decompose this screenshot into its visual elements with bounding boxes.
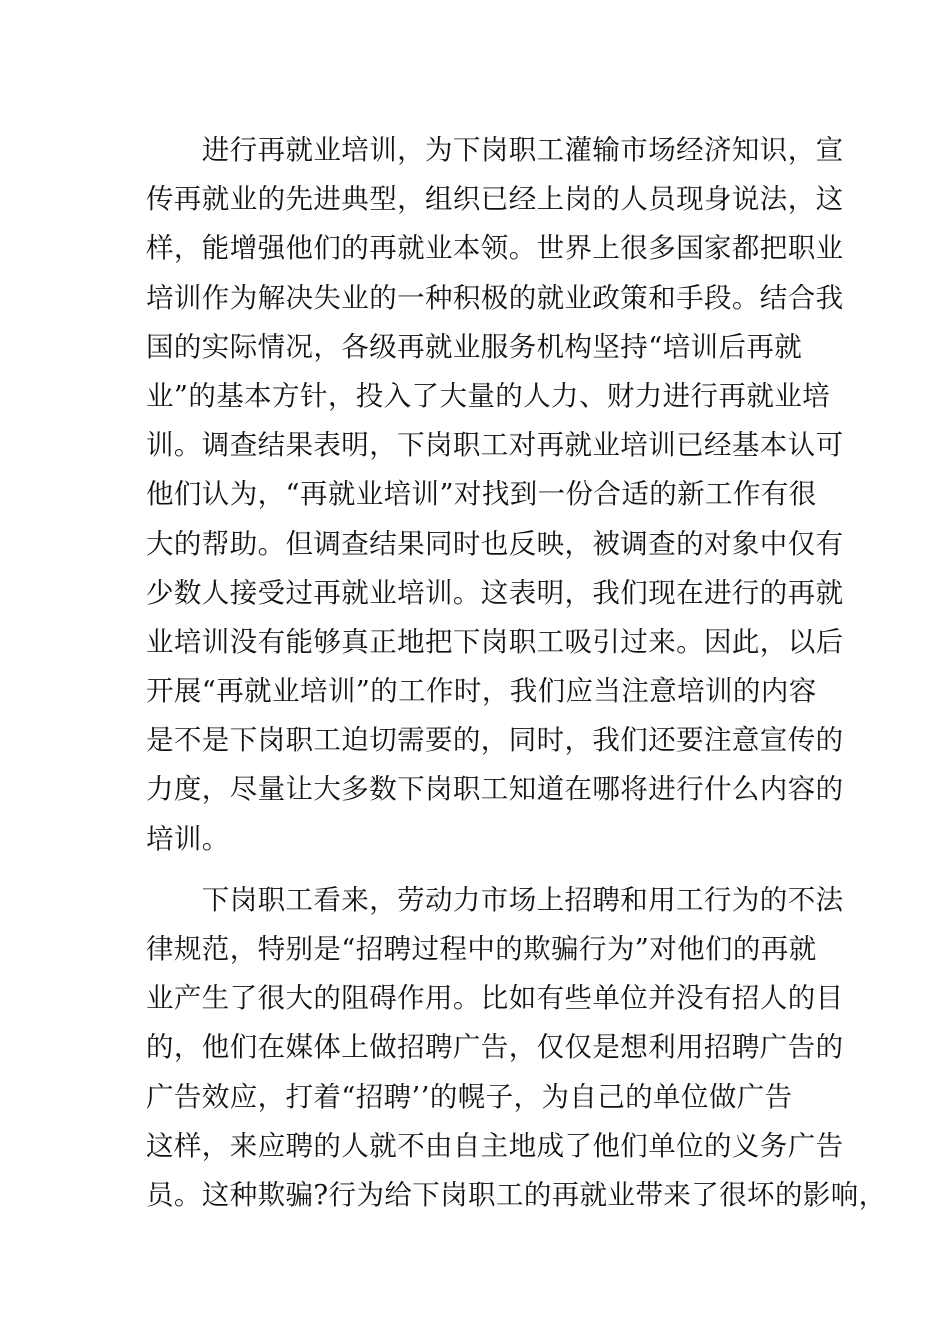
paragraph-spacing xyxy=(146,864,826,876)
text-line: 培训作为解决失业的一种积极的就业政策和手段。结合我 xyxy=(146,281,844,314)
text-line: 广告效应，打着“招聘’’的幌子，为自己的单位做广告 xyxy=(146,1080,793,1113)
text-line: 力度，尽量让大多数下岗职工知道在哪将进行什么内容的 xyxy=(146,773,844,806)
text-line: 开展“再就业培训”的工作时，我们应当注意培训的内容 xyxy=(146,675,817,708)
paragraph-1 xyxy=(146,126,844,864)
text-line: 进行再就业培训，为下岗职工灌输市场经济知识，宣 xyxy=(146,134,844,166)
text-line: 国的实际情况，各级再就业服务机构坚持“培训后再就 xyxy=(146,330,803,363)
text-line: 这样，来应聘的人就不由自主地成了他们单位的义务广告 xyxy=(146,1129,844,1162)
paragraph-2 xyxy=(146,876,887,1220)
text-line: 样，能增强他们的再就业本领。世界上很多国家都把职业 xyxy=(146,232,844,265)
text-line: 大的帮助。但调查结果同时也反映，被调查的对象中仅有 xyxy=(146,527,844,560)
text-line: 律规范，特别是“招聘过程中的欺骗行为”对他们的再就 xyxy=(146,933,817,965)
text-line: 传再就业的先进典型，组织已经上岗的人员现身说法，这 xyxy=(146,183,844,216)
body-text xyxy=(146,126,887,1220)
text-line: 业”的基本方针，投入了大量的人力、财力进行再就业培 xyxy=(146,379,831,412)
text-line: 是不是下岗职工迫切需要的，同时，我们还要注意宣传的 xyxy=(146,724,844,757)
text-line: 业产生了很大的阻碍作用。比如有些单位并没有招人的目 xyxy=(146,982,844,1015)
text-line: 员。这种欺骗?行为给下岗职工的再就业带来了很坏的影响， xyxy=(146,1178,887,1211)
text-line: 的，他们在媒体上做招聘广告，仅仅是想利用招聘广告的 xyxy=(146,1031,844,1064)
text-line: 培训。 xyxy=(146,822,230,855)
text-line: 他们认为，“再就业培训”对找到一份合适的新工作有很 xyxy=(146,478,817,511)
text-line: 业培训没有能够真正地把下岗职工吸引过来。因此，以后 xyxy=(146,625,844,658)
text-line: 少数人接受过再就业培训。这表明，我们现在进行的再就 xyxy=(146,576,844,609)
text-line: 训。调查结果表明，下岗职工对再就业培训已经基本认可 xyxy=(146,429,844,462)
text-line: 下岗职工看来，劳动力市场上招聘和用工行为的不法 xyxy=(146,883,844,916)
